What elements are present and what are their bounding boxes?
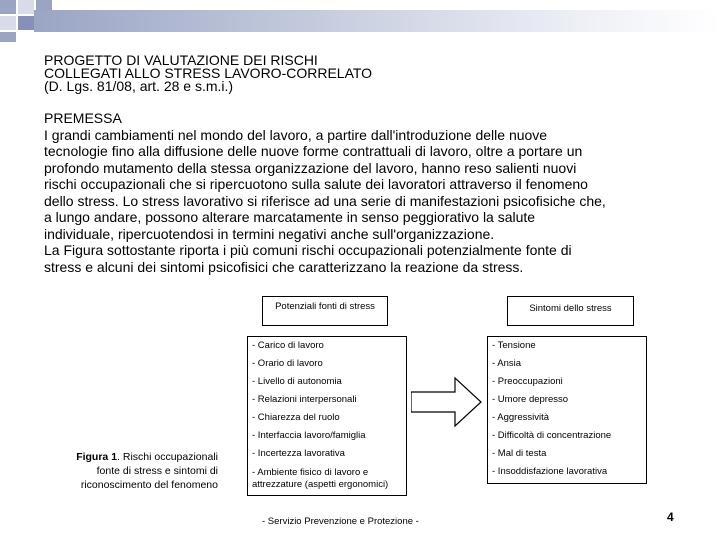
symptom-item: - Ansia	[492, 358, 522, 369]
source-item: - Livello di autonomia	[252, 376, 342, 387]
source-item: - Carico di lavoro	[252, 340, 324, 351]
body-line: dello stress. Lo stress lavorativo si riferisce ad una serie di manifestazioni psicofisiche che,	[44, 192, 606, 209]
header-band	[34, 10, 720, 32]
symptoms-list	[487, 336, 647, 484]
body-line: a lungo andare, possono alterare marcatamente in senso peggiorativo la salute	[44, 209, 536, 225]
symptom-item: - Aggressività	[492, 412, 550, 423]
symptoms-header: Sintomi dello stress	[529, 303, 612, 314]
symptom-item: - Preoccupazioni	[492, 376, 563, 387]
section-heading: PREMESSA	[44, 110, 122, 126]
sources-header-box	[262, 296, 388, 326]
body-line: rischi occupazionali che si ripercuotono sulla salute dei lavoratori attraverso il fenomeno	[44, 176, 588, 192]
symptom-item: - Difficoltà di concentrazione	[492, 430, 612, 441]
footer-text: - Servizio Prevenzione e Protezione -	[262, 516, 419, 527]
title-line-1: PROGETTO DI VALUTAZIONE DEI RISCHI	[44, 52, 318, 68]
premessa-section	[44, 110, 694, 275]
sources-list	[247, 336, 407, 496]
body-line: profondo mutamento della stessa organizzazione del lavoro, hanno reso salienti nuovi	[44, 159, 577, 176]
symptom-item: - Insoddisfazione lavorativa	[492, 466, 608, 477]
caption-text: . Rischi occupazionali fonte di stress e sintomi di riconoscimento del fenomeno	[80, 451, 218, 491]
source-item: - Incertezza lavorativa	[252, 448, 345, 459]
caption-label: Figura 1	[76, 451, 118, 463]
symptoms-header-box	[507, 296, 634, 326]
title-line-2: COLLEGATI ALLO STRESS LAVORO-CORRELATO	[44, 65, 373, 81]
title-line-3: (D. Lgs. 81/08, art. 28 e s.m.i.)	[44, 78, 234, 94]
source-item: - Orario di lavoro	[252, 358, 323, 369]
arrow-icon	[411, 376, 483, 428]
source-item: - Ambiente fisico di lavoro e attrezzature (aspetti ergonomici)	[252, 467, 389, 490]
source-item: - Chiarezza del ruolo	[252, 412, 340, 423]
source-item: - Relazioni interpersonali	[252, 394, 357, 405]
figure-caption	[50, 450, 218, 492]
symptom-item: - Umore depresso	[492, 394, 569, 405]
body-line: La Figura sottostante riporta i più comuni rischi occupazionali potenzialmente fonte di	[44, 242, 572, 258]
body-line: tecnologie fino alla diffusione delle nuove forme contrattuali di lavoro, oltre a portare un	[44, 143, 583, 159]
page-number: 4	[667, 510, 674, 524]
source-item: - Interfaccia lavoro/famiglia	[252, 430, 366, 441]
symptom-item: - Tensione	[492, 340, 536, 351]
body-line: stress e alcuni dei sintomi psicofisici che caratterizzano la reazione da stress.	[44, 258, 524, 275]
page-title	[44, 54, 684, 93]
sources-header: Potenziali fonti di stress	[275, 301, 375, 312]
symptom-item: - Mal di testa	[492, 448, 547, 459]
body-line: I grandi cambiamenti nel mondo del lavoro, a partire dall'introduzione delle nuove	[44, 126, 548, 143]
body-line: individuale, ripercuotendosi in termini negativi anche sull'organizzazione.	[44, 225, 495, 242]
